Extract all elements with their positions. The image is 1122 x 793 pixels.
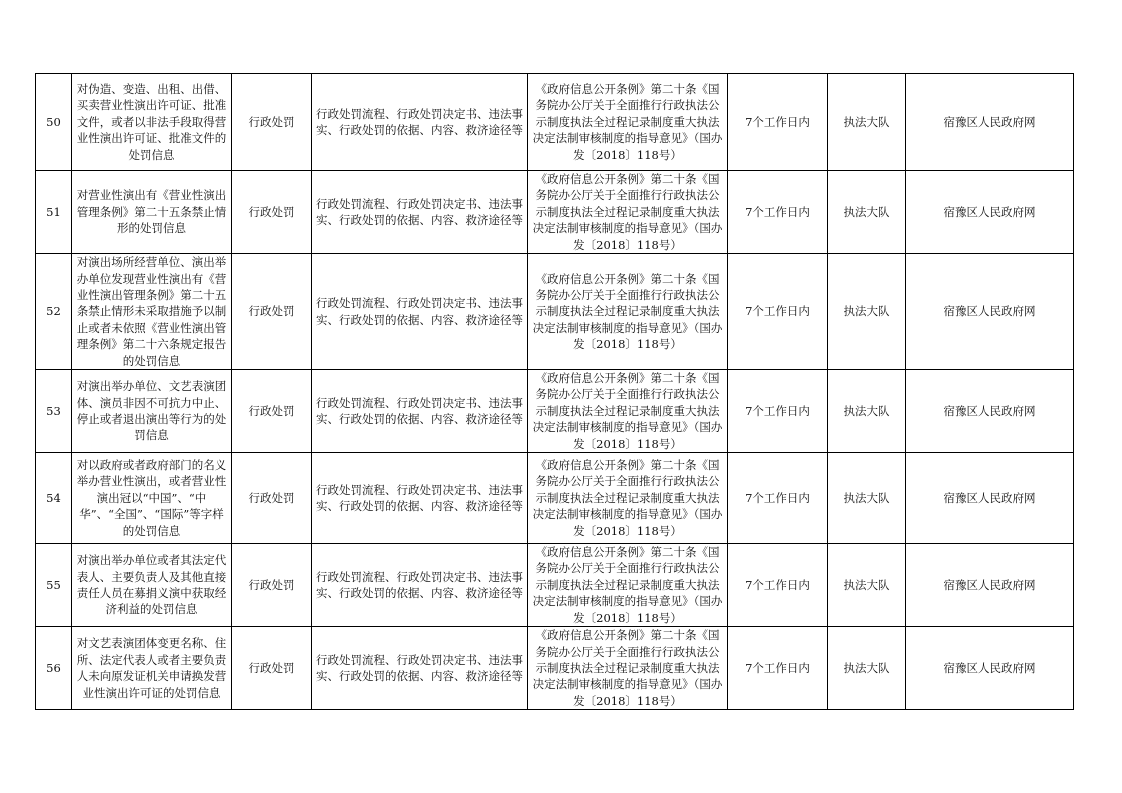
disclosure-basis-cell: [528, 171, 728, 254]
disclosure-channel: 宿豫区人民政府网: [943, 660, 1036, 675]
table-row: [36, 370, 1074, 453]
item-name-cell: [72, 453, 232, 544]
disclosure-period: 7个工作日内: [745, 204, 810, 219]
disclosure-channel: 宿豫区人民政府网: [943, 114, 1036, 129]
disclosure-content-cell: [312, 453, 528, 544]
item-name: 对以政府或者政府部门的名义举办营业性演出，或者营业性演出冠以“中国”、“中华”、“全国”、“国际”等字样的处罚信息: [76, 458, 227, 538]
disclosure-content: 行政处罚流程、行政处罚决定书、违法事实、行政处罚的依据、内容、救济途径等: [316, 196, 523, 228]
disclosure-subject-cell: [828, 370, 906, 453]
disclosure-basis: 《政府信息公开条例》第二十条《国务院办公厅关于全面推行行政执法公示制度执法全过程记录制度重大执法决定法制审核制度的指导意见》（国办发〔2018〕118号）: [532, 81, 723, 162]
disclosure-period-cell: [728, 74, 828, 171]
disclosure-period: 7个工作日内: [745, 660, 810, 675]
disclosure-content: 行政处罚流程、行政处罚决定书、违法事实、行政处罚的依据、内容、救济途径等: [316, 296, 523, 327]
disclosure-subject: 执法大队: [843, 490, 890, 505]
item-type: 行政处罚: [248, 490, 295, 505]
row-number-cell: [36, 254, 72, 370]
item-name-cell: [72, 544, 232, 627]
disclosure-basis-cell: [528, 254, 728, 370]
item-type: 行政处罚: [248, 577, 295, 592]
disclosure-content: 行政处罚流程、行政处罚决定书、违法事实、行政处罚的依据、内容、救济途径等: [316, 395, 523, 427]
disclosure-subject: 执法大队: [843, 204, 890, 219]
disclosure-period-cell: [728, 453, 828, 544]
item-type-cell: [232, 74, 312, 171]
table-row: [36, 627, 1074, 710]
disclosure-channel: 宿豫区人民政府网: [943, 204, 1036, 219]
table-row: [36, 254, 1074, 370]
row-number: 53: [46, 403, 61, 418]
disclosure-content-cell: [312, 171, 528, 254]
row-number-cell: [36, 370, 72, 453]
disclosure-period: 7个工作日内: [745, 490, 810, 505]
item-type: 行政处罚: [248, 660, 295, 675]
disclosure-subject-cell: [828, 453, 906, 544]
item-type: 行政处罚: [248, 403, 295, 418]
disclosure-channel: 宿豫区人民政府网: [943, 490, 1036, 505]
disclosure-period: 7个工作日内: [745, 403, 810, 418]
disclosure-period: 7个工作日内: [745, 577, 810, 592]
disclosure-subject-cell: [828, 627, 906, 710]
item-type-cell: [232, 544, 312, 627]
item-type-cell: [232, 627, 312, 710]
item-type: 行政处罚: [248, 114, 295, 129]
disclosure-period: 7个工作日内: [745, 114, 810, 129]
disclosure-period-cell: [728, 370, 828, 453]
disclosure-basis: 《政府信息公开条例》第二十条《国务院办公厅关于全面推行行政执法公示制度执法全过程记录制度重大执法决定法制审核制度的指导意见》（国办发〔2018〕118号）: [532, 271, 723, 352]
disclosure-basis-cell: [528, 370, 728, 453]
disclosure-content-cell: [312, 370, 528, 453]
row-number: 55: [46, 577, 61, 592]
item-name: 对演出场所经营单位、演出举办单位发现营业性演出有《营业性演出管理条例》第二十五条禁止情形未采取措施予以制止或者未依照《营业性演出管理条例》第二十六条规定报告的处罚信息: [76, 255, 227, 368]
disclosure-period-cell: [728, 627, 828, 710]
row-number-cell: [36, 74, 72, 171]
item-name-cell: [72, 171, 232, 254]
row-number: 52: [46, 304, 61, 319]
item-name-cell: [72, 370, 232, 453]
item-type-cell: [232, 171, 312, 254]
item-name-cell: [72, 627, 232, 710]
disclosure-basis: 《政府信息公开条例》第二十条《国务院办公厅关于全面推行行政执法公示制度执法全过程记录制度重大执法决定法制审核制度的指导意见》（国办发〔2018〕118号）: [532, 458, 723, 538]
table-row: [36, 453, 1074, 544]
disclosure-basis-cell: [528, 453, 728, 544]
disclosure-subject: 执法大队: [843, 403, 890, 418]
row-number-cell: [36, 544, 72, 627]
row-number: 56: [46, 660, 61, 675]
item-name-cell: [72, 254, 232, 370]
disclosure-content: 行政处罚流程、行政处罚决定书、违法事实、行政处罚的依据、内容、救济途径等: [316, 482, 523, 514]
item-type-cell: [232, 370, 312, 453]
disclosure-period-cell: [728, 254, 828, 370]
disclosure-subject-cell: [828, 254, 906, 370]
disclosure-channel-cell: [906, 74, 1074, 171]
disclosure-period-cell: [728, 171, 828, 254]
disclosure-channel-cell: [906, 171, 1074, 254]
table-row: [36, 74, 1074, 171]
item-type-cell: [232, 453, 312, 544]
row-number-cell: [36, 453, 72, 544]
disclosure-subject: 执法大队: [843, 304, 890, 319]
disclosure-period: 7个工作日内: [745, 304, 810, 319]
disclosure-channel: 宿豫区人民政府网: [943, 403, 1036, 418]
item-name: 对演出举办单位、文艺表演团体、演员非因不可抗力中止、停止或者退出演出等行为的处罚信息: [76, 379, 227, 443]
row-number: 54: [46, 490, 61, 505]
disclosure-subject: 执法大队: [843, 660, 890, 675]
disclosure-basis: 《政府信息公开条例》第二十条《国务院办公厅关于全面推行行政执法公示制度执法全过程记录制度重大执法决定法制审核制度的指导意见》（国办发〔2018〕118号）: [532, 545, 723, 625]
disclosure-channel: 宿豫区人民政府网: [943, 304, 1036, 319]
disclosure-content-cell: [312, 627, 528, 710]
disclosure-content-cell: [312, 74, 528, 171]
item-name: 对营业性演出有《营业性演出管理条例》第二十五条禁止情形的处罚信息: [76, 188, 227, 236]
item-type-cell: [232, 254, 312, 370]
item-name: 对演出举办单位或者其法定代表人、主要负责人及其他直接责任人员在募捐义演中获取经济利益的处罚信息: [76, 553, 227, 617]
disclosure-content: 行政处罚流程、行政处罚决定书、违法事实、行政处罚的依据、内容、救济途径等: [316, 569, 523, 601]
disclosure-content-cell: [312, 544, 528, 627]
row-number: 50: [46, 114, 61, 129]
disclosure-basis-cell: [528, 544, 728, 627]
disclosure-content-cell: [312, 254, 528, 370]
disclosure-subject-cell: [828, 171, 906, 254]
disclosure-basis-cell: [528, 74, 728, 171]
item-type: 行政处罚: [248, 304, 295, 319]
table-row: [36, 544, 1074, 627]
disclosure-channel-cell: [906, 544, 1074, 627]
disclosure-subject: 执法大队: [843, 577, 890, 592]
disclosure-table: [35, 73, 1074, 710]
row-number-cell: [36, 627, 72, 710]
item-type: 行政处罚: [248, 204, 295, 219]
disclosure-channel-cell: [906, 254, 1074, 370]
disclosure-basis: 《政府信息公开条例》第二十条《国务院办公厅关于全面推行行政执法公示制度执法全过程记录制度重大执法决定法制审核制度的指导意见》（国办发〔2018〕118号）: [532, 172, 723, 252]
disclosure-channel-cell: [906, 370, 1074, 453]
table-row: [36, 171, 1074, 254]
item-name: 对伪造、变造、出租、出借、买卖营业性演出许可证、批准文件，或者以非法手段取得营业性演出许可证、批准文件的处罚信息: [76, 81, 227, 162]
disclosure-content: 行政处罚流程、行政处罚决定书、违法事实、行政处罚的依据、内容、救济途径等: [316, 652, 523, 684]
disclosure-period-cell: [728, 544, 828, 627]
disclosure-content: 行政处罚流程、行政处罚决定书、违法事实、行政处罚的依据、内容、救济途径等: [316, 106, 523, 137]
item-name: 对文艺表演团体变更名称、住所、法定代表人或者主要负责人未向原发证机关申请换发营业性演出许可证的处罚信息: [76, 636, 227, 700]
disclosure-subject-cell: [828, 544, 906, 627]
disclosure-basis-cell: [528, 627, 728, 710]
disclosure-basis: 《政府信息公开条例》第二十条《国务院办公厅关于全面推行行政执法公示制度执法全过程记录制度重大执法决定法制审核制度的指导意见》（国办发〔2018〕118号）: [532, 371, 723, 451]
row-number-cell: [36, 171, 72, 254]
row-number: 51: [46, 204, 61, 219]
disclosure-basis: 《政府信息公开条例》第二十条《国务院办公厅关于全面推行行政执法公示制度执法全过程记录制度重大执法决定法制审核制度的指导意见》（国办发〔2018〕118号）: [532, 628, 723, 708]
table-body: [36, 74, 1074, 710]
disclosure-subject: 执法大队: [843, 114, 890, 129]
disclosure-subject-cell: [828, 74, 906, 171]
item-name-cell: [72, 74, 232, 171]
disclosure-channel-cell: [906, 453, 1074, 544]
disclosure-channel: 宿豫区人民政府网: [943, 577, 1036, 592]
disclosure-channel-cell: [906, 627, 1074, 710]
